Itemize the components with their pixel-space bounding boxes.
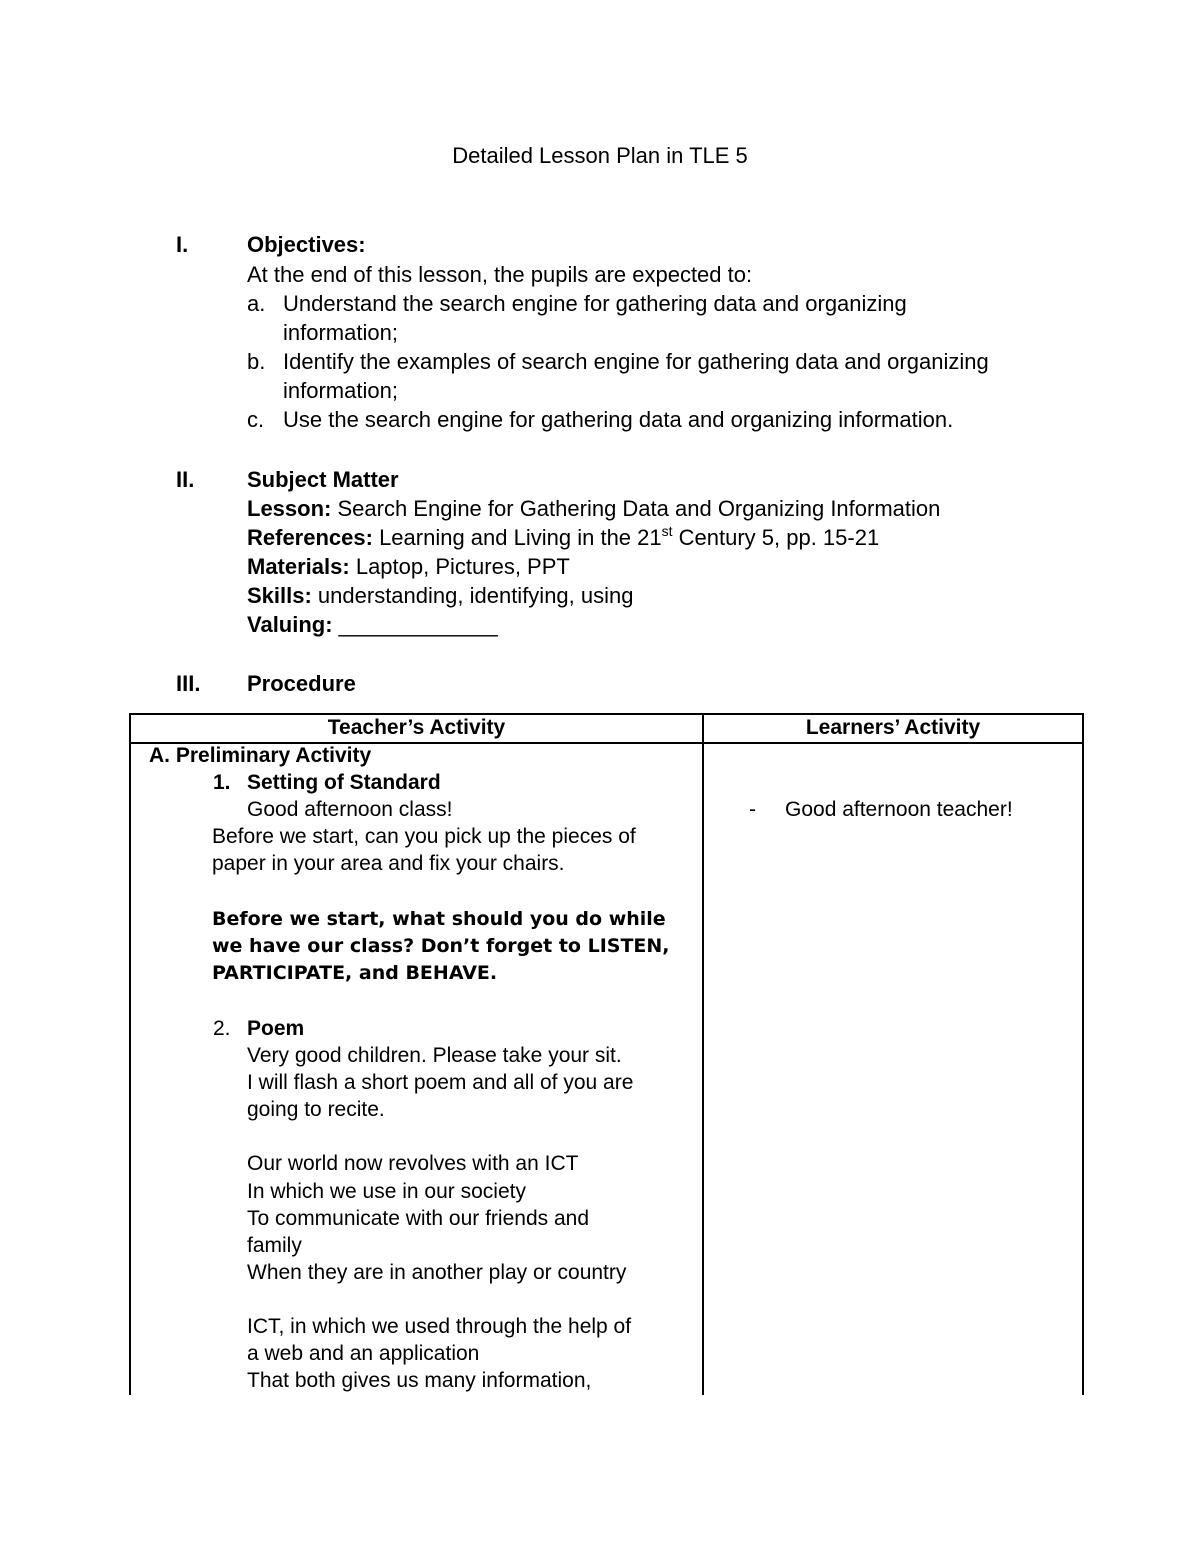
teacher-bold-line: we have our class? Don’t forget to LISTEN, — [212, 935, 670, 957]
subject-matter-heading: Subject Matter — [247, 467, 399, 492]
objective-text-cont: information; — [283, 320, 398, 345]
skills-line — [247, 583, 633, 609]
section-number: I. — [176, 232, 189, 257]
lesson-line — [247, 496, 940, 522]
skills-value: understanding, identifying, using — [311, 583, 634, 608]
poem-line: When they are in another play or country — [247, 1261, 627, 1284]
materials-value: Laptop, Pictures, PPT — [349, 554, 570, 579]
table-border — [702, 713, 704, 1395]
table-border — [129, 713, 1084, 715]
teacher-line: going to recite. — [247, 1098, 385, 1121]
objective-text: Understand the search engine for gathering data and organizing — [283, 291, 907, 316]
table-border — [129, 713, 131, 1395]
teacher-line: Very good children. Please take your sit. — [247, 1044, 622, 1067]
procedure-table — [129, 713, 1084, 1395]
learners-activity-header: Learners’ Activity — [805, 716, 981, 739]
materials-label: Materials: — [247, 554, 350, 579]
objectives-intro: At the end of this lesson, the pupils are expected to: — [247, 262, 753, 287]
preliminary-activity-heading: A. Preliminary Activity — [149, 744, 372, 767]
teacher-line: I will flash a short poem and all of you are — [247, 1071, 634, 1094]
teacher-line: paper in your area and fix your chairs. — [212, 852, 565, 875]
section-number: II. — [176, 467, 195, 492]
objective-letter: a. — [247, 291, 266, 316]
poem-line: a web and an application — [247, 1342, 480, 1365]
objective-letter: b. — [247, 349, 266, 374]
valuing-line — [247, 612, 498, 638]
objectives-heading: Objectives: — [247, 232, 366, 257]
lesson-value: Search Engine for Gathering Data and Organizing Information — [331, 496, 941, 521]
skills-label: Skills: — [247, 583, 312, 608]
valuing-value: _____________ — [332, 612, 498, 637]
poem-line: Our world now revolves with an ICT — [247, 1152, 579, 1175]
step-number: 1. — [213, 771, 231, 794]
objective-text-cont: information; — [283, 378, 398, 403]
poem-line: In which we use in our society — [247, 1180, 526, 1203]
lesson-label: Lesson: — [247, 496, 332, 521]
setting-of-standard-title: Setting of Standard — [247, 771, 441, 794]
teacher-activity-header: Teacher’s Activity — [327, 716, 506, 739]
poem-line: ICT, in which we used through the help of — [247, 1315, 632, 1338]
poem-line: That both gives us many information, — [247, 1369, 592, 1392]
teacher-greeting: Good afternoon class! — [247, 798, 453, 821]
page-title: Detailed Lesson Plan in TLE 5 — [452, 143, 748, 168]
poem-title: Poem — [247, 1017, 305, 1040]
teacher-bold-line: Before we start, what should you do while — [212, 908, 666, 930]
objective-letter: c. — [247, 407, 265, 432]
teacher-line: Before we start, can you pick up the pieces of — [212, 825, 636, 848]
references-value-post: Century 5, pp. 15-21 — [672, 525, 880, 550]
learner-dash: - — [749, 798, 756, 821]
valuing-label: Valuing: — [247, 612, 333, 637]
references-sup: st — [661, 523, 673, 539]
procedure-heading: Procedure — [247, 671, 356, 696]
step-number: 2. — [213, 1017, 231, 1040]
learner-response: Good afternoon teacher! — [785, 798, 1013, 821]
references-label: References: — [247, 525, 373, 550]
objective-text: Use the search engine for gathering data and organizing information. — [283, 407, 954, 432]
section-number: III. — [176, 671, 201, 696]
materials-line — [247, 554, 570, 580]
teacher-bold-line: PARTICIPATE, and BEHAVE. — [212, 962, 498, 984]
poem-line: family — [247, 1234, 302, 1257]
references-value: Learning and Living in the 21 — [372, 525, 662, 550]
objective-text: Identify the examples of search engine for gathering data and organizing — [283, 349, 989, 374]
poem-line: To communicate with our friends and — [247, 1207, 589, 1230]
references-line — [247, 525, 879, 551]
table-border — [1082, 713, 1084, 1395]
